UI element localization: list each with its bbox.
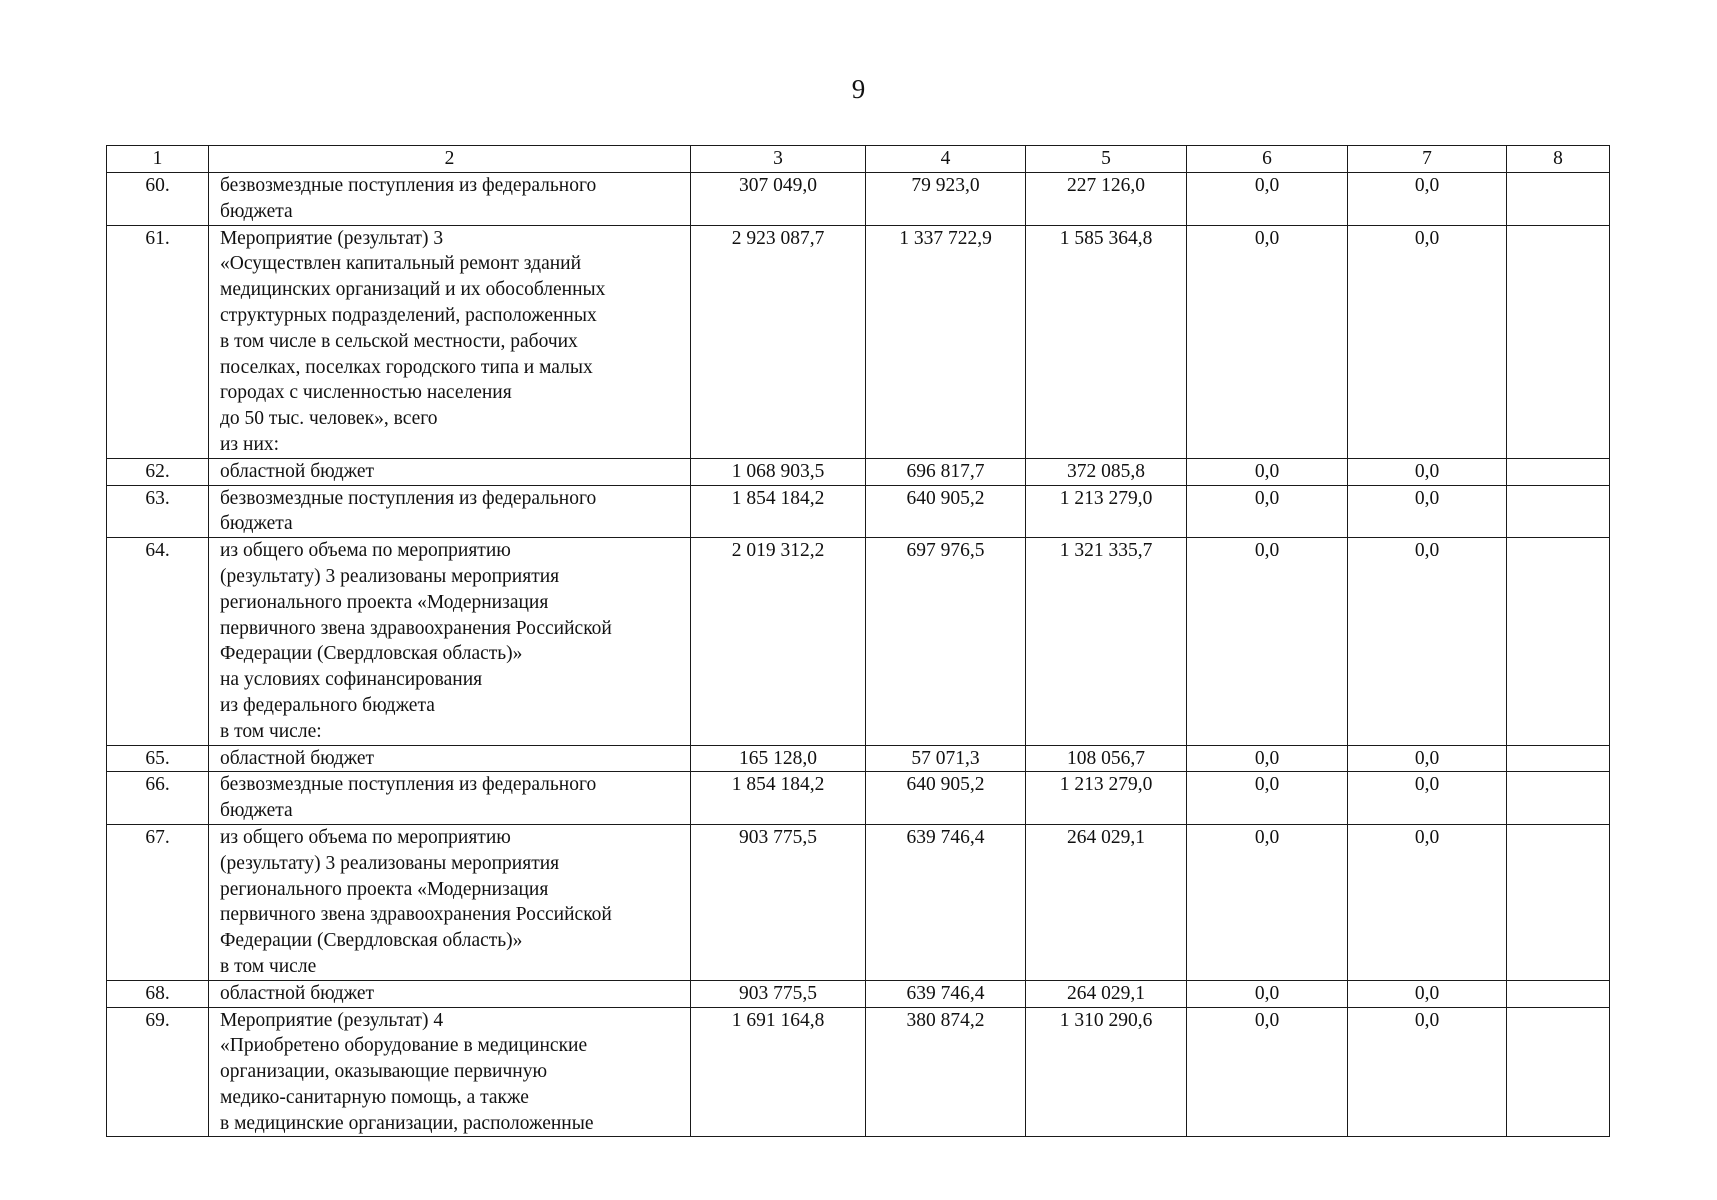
column-header: 2 xyxy=(209,146,691,173)
page-number: 9 xyxy=(851,74,866,104)
description-line: безвозмездные поступления из федерального xyxy=(220,175,597,196)
value-cell: 0,0 xyxy=(1187,538,1348,745)
description-cell xyxy=(209,485,691,538)
value-cell: 0,0 xyxy=(1187,225,1348,458)
value-cell: 0,0 xyxy=(1187,458,1348,485)
value-cell: 903 775,5 xyxy=(691,824,866,980)
description-cell xyxy=(209,458,691,485)
column-header: 7 xyxy=(1348,146,1507,173)
description-line: из федерального бюджета xyxy=(220,694,435,716)
description-line: бюджета xyxy=(220,513,293,535)
budget-table xyxy=(106,145,1610,1137)
value-cell: 0,0 xyxy=(1187,772,1348,825)
description-line: в медицинские организации, расположенные xyxy=(220,1112,594,1134)
table-row xyxy=(107,225,1610,458)
value-cell: 1 321 335,7 xyxy=(1026,538,1187,745)
description-line: в том числе: xyxy=(220,720,322,742)
description-line: регионального проекта «Модернизация xyxy=(220,878,549,900)
description-line: в том числе xyxy=(220,955,317,977)
column-header: 6 xyxy=(1187,146,1348,173)
value-cell: 1 337 722,9 xyxy=(866,225,1026,458)
row-number-cell: 66. xyxy=(107,772,209,825)
value-cell: 108 056,7 xyxy=(1026,745,1187,772)
value-cell: 0,0 xyxy=(1187,1007,1348,1137)
description-line: областной бюджет xyxy=(220,747,375,769)
column-header: 1 xyxy=(107,146,209,173)
empty-cell xyxy=(1507,485,1610,538)
description-line: первичного звена здравоохранения Российской xyxy=(220,904,612,926)
row-number-cell: 61. xyxy=(107,225,209,458)
description-line: городах с численностью населения xyxy=(220,382,512,404)
value-cell: 0,0 xyxy=(1348,824,1507,980)
value-cell: 0,0 xyxy=(1187,485,1348,538)
value-cell: 1 213 279,0 xyxy=(1026,485,1187,538)
description-line: бюджета xyxy=(220,200,293,222)
description-line: организации, оказывающие первичную xyxy=(220,1061,548,1083)
column-header: 3 xyxy=(691,146,866,173)
description-line: (результату) 3 реализованы мероприятия xyxy=(220,565,560,587)
table-row xyxy=(107,458,1610,485)
empty-cell xyxy=(1507,824,1610,980)
description-line: поселках, поселках городского типа и малых xyxy=(220,356,593,378)
empty-cell xyxy=(1507,173,1610,226)
table-row xyxy=(107,980,1610,1007)
value-cell: 903 775,5 xyxy=(691,980,866,1007)
description-line: медицинских организаций и их обособленных xyxy=(220,279,606,301)
table-row xyxy=(107,173,1610,226)
value-cell: 380 874,2 xyxy=(866,1007,1026,1137)
description-cell xyxy=(209,1007,691,1137)
value-cell: 307 049,0 xyxy=(691,173,866,226)
table-row xyxy=(107,745,1610,772)
row-number-cell: 67. xyxy=(107,824,209,980)
description-cell xyxy=(209,173,691,226)
table-row xyxy=(107,485,1610,538)
value-cell: 0,0 xyxy=(1348,173,1507,226)
row-number-cell: 62. xyxy=(107,458,209,485)
value-cell: 0,0 xyxy=(1348,538,1507,745)
description-line: областной бюджет xyxy=(220,982,375,1004)
value-cell: 1 310 290,6 xyxy=(1026,1007,1187,1137)
value-cell: 2 019 312,2 xyxy=(691,538,866,745)
description-line: Федерации (Свердловская область)» xyxy=(220,930,523,952)
column-number-header-row xyxy=(107,146,1610,173)
description-line: безвозмездные поступления из федерального xyxy=(220,487,597,509)
description-cell xyxy=(209,980,691,1007)
description-cell xyxy=(209,538,691,745)
value-cell: 696 817,7 xyxy=(866,458,1026,485)
value-cell: 0,0 xyxy=(1348,772,1507,825)
description-cell xyxy=(209,824,691,980)
description-line: структурных подразделений, расположенных xyxy=(220,304,597,326)
description-line: в том числе в сельской местности, рабочих xyxy=(220,330,578,352)
value-cell: 697 976,5 xyxy=(866,538,1026,745)
column-header: 8 xyxy=(1507,146,1610,173)
value-cell: 1 068 903,5 xyxy=(691,458,866,485)
description-line: из них: xyxy=(220,433,280,455)
column-header: 5 xyxy=(1026,146,1187,173)
value-cell: 0,0 xyxy=(1348,1007,1507,1137)
table-row xyxy=(107,824,1610,980)
value-cell: 640 905,2 xyxy=(866,485,1026,538)
value-cell: 79 923,0 xyxy=(866,173,1026,226)
description-line: из общего объема по мероприятию xyxy=(220,540,511,562)
value-cell: 57 071,3 xyxy=(866,745,1026,772)
row-number-cell: 69. xyxy=(107,1007,209,1137)
column-header: 4 xyxy=(866,146,1026,173)
empty-cell xyxy=(1507,980,1610,1007)
table-row xyxy=(107,772,1610,825)
value-cell: 639 746,4 xyxy=(866,980,1026,1007)
description-line: до 50 тыс. человек», всего xyxy=(220,408,438,430)
description-line: первичного звена здравоохранения Российской xyxy=(220,617,612,639)
description-line: регионального проекта «Модернизация xyxy=(220,591,549,613)
description-cell xyxy=(209,225,691,458)
value-cell: 0,0 xyxy=(1187,745,1348,772)
value-cell: 227 126,0 xyxy=(1026,173,1187,226)
table-body xyxy=(107,146,1610,1137)
value-cell: 1 213 279,0 xyxy=(1026,772,1187,825)
row-number-cell: 68. xyxy=(107,980,209,1007)
value-cell: 264 029,1 xyxy=(1026,980,1187,1007)
value-cell: 2 923 087,7 xyxy=(691,225,866,458)
description-line: Федерации (Свердловская область)» xyxy=(220,643,523,665)
value-cell: 1 585 364,8 xyxy=(1026,225,1187,458)
description-line: Мероприятие (результат) 4 xyxy=(220,1009,444,1031)
value-cell: 1 854 184,2 xyxy=(691,485,866,538)
value-cell: 1 854 184,2 xyxy=(691,772,866,825)
description-line: из общего объема по мероприятию xyxy=(220,826,511,848)
row-number-cell: 60. xyxy=(107,173,209,226)
description-cell xyxy=(209,772,691,825)
description-line: областной бюджет xyxy=(220,460,375,482)
empty-cell xyxy=(1507,745,1610,772)
value-cell: 0,0 xyxy=(1348,458,1507,485)
value-cell: 639 746,4 xyxy=(866,824,1026,980)
row-number-cell: 63. xyxy=(107,485,209,538)
empty-cell xyxy=(1507,458,1610,485)
value-cell: 165 128,0 xyxy=(691,745,866,772)
row-number-cell: 64. xyxy=(107,538,209,745)
table-row xyxy=(107,1007,1610,1137)
description-line: на условиях софинансирования xyxy=(220,669,483,691)
value-cell: 0,0 xyxy=(1348,980,1507,1007)
value-cell: 1 691 164,8 xyxy=(691,1007,866,1137)
value-cell: 640 905,2 xyxy=(866,772,1026,825)
description-line: (результату) 3 реализованы мероприятия xyxy=(220,852,560,874)
value-cell: 0,0 xyxy=(1348,745,1507,772)
value-cell: 0,0 xyxy=(1348,485,1507,538)
description-cell xyxy=(209,745,691,772)
description-line: «Осуществлен капитальный ремонт зданий xyxy=(220,253,582,275)
value-cell: 264 029,1 xyxy=(1026,824,1187,980)
description-line: безвозмездные поступления из федерального xyxy=(220,774,597,796)
description-line: медико-санитарную помощь, а также xyxy=(220,1086,529,1108)
value-cell: 0,0 xyxy=(1348,225,1507,458)
row-number-cell: 65. xyxy=(107,745,209,772)
value-cell: 0,0 xyxy=(1187,980,1348,1007)
empty-cell xyxy=(1507,225,1610,458)
value-cell: 0,0 xyxy=(1187,824,1348,980)
value-cell: 372 085,8 xyxy=(1026,458,1187,485)
description-line: бюджета xyxy=(220,800,293,822)
empty-cell xyxy=(1507,538,1610,745)
empty-cell xyxy=(1507,772,1610,825)
table-row xyxy=(107,538,1610,745)
value-cell: 0,0 xyxy=(1187,173,1348,226)
empty-cell xyxy=(1507,1007,1610,1137)
description-line: Мероприятие (результат) 3 xyxy=(220,227,444,249)
description-line: «Приобретено оборудование в медицинские xyxy=(220,1035,588,1057)
